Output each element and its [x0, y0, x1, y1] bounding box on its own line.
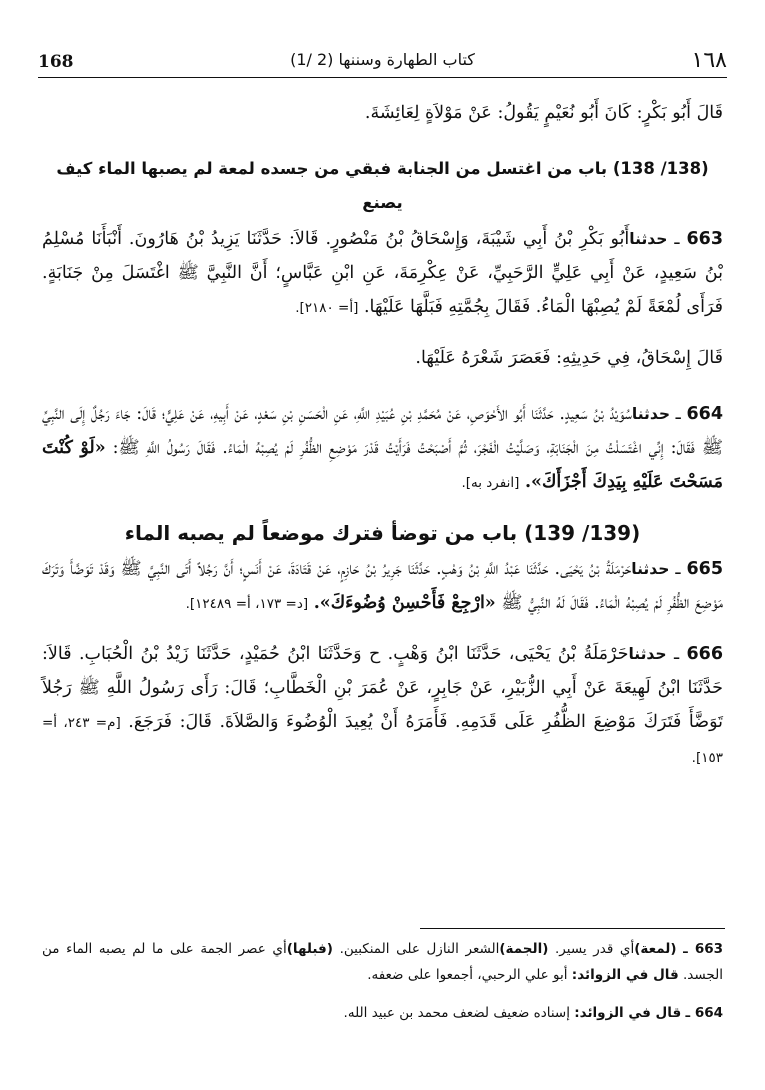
hadith-text: حَرْمَلَةُ بْنُ يَحْيَى، حَدَّثَنَا ابْنُ وَهْبٍ. ح وَحَدَّثَنَا ابْنُ حُمَيْدٍ، حَدَّثَنَا زَيْدُ بْنُ الْحُبَابِ. قَالاَ: حَدَّثَنَا ابْنُ لَهِيعَةَ عَنْ أَبِي الزُّبَيْرِ، عَنْ جَابِرٍ، عَنْ عُمَرَ بْنِ الْخَطَّابِ؛ قَالَ: رَأَى رَسُولُ اللَّهِ ﷺ رَجُلاً تَوَضَّأَ فَتَرَكَ مَوْضِعَ الظُّفُرِ عَلَى قَدَمِهِ. فَأَمَرَهُ أَنْ يُعِيدَ الْوُضُوءَ وَالصَّلاَةَ. قَالَ: فَرَجَعَ.	[42, 644, 723, 732]
hadith-666: 666 ـ حدثناحَرْمَلَةُ بْنُ يَحْيَى، حَدَّثَنَا ابْنُ وَهْبٍ. ح وَحَدَّثَنَا ابْنُ حُمَيْدٍ، حَدَّثَنَا زَيْدُ بْنُ الْحُبَابِ. قَالاَ: حَدَّثَنَا ابْنُ لَهِيعَةَ عَنْ أَبِي الزُّبَيْرِ، عَنْ جَابِرٍ، عَنْ عُمَرَ بْنِ الْخَطَّابِ؛ قَالَ: رَأَى رَسُولُ اللَّهِ ﷺ رَجُلاً تَوَضَّأَ فَتَرَكَ مَوْضِعَ الظُّفُرِ عَلَى قَدَمِهِ. فَأَمَرَهُ أَنْ يُعِيدَ الْوُضُوءَ وَالصَّلاَةَ. قَالَ: فَرَجَعَ. [م= ٢٤٣، أ= ١٥٣].	[42, 644, 723, 766]
footnote-definition: أي قدر يسير.	[555, 941, 635, 957]
prophetic-saying: «لَوْ كُنْتَ مَسَحْتَ عَلَيْهِ بِيَدِكَ أَجْزَأَكَ».	[42, 438, 723, 492]
cross-reference: [د= ١٧٣، أ= ١٢٤٨٩].	[185, 596, 309, 612]
hadith-665: 665 ـ حدثناحَرْمَلَةُ بْنُ يَحْيَى. حَدَّثَنَا عَبْدُ اللَّهِ بْنُ وَهْبٍ. حَدَّثَنَا جَرِيرُ بْنُ حَازِمٍ، عَنْ قَتَادَةَ، عَنْ أَنَسٍ؛ أَنَّ رَجُلاً أَتَى النَّبِيَّ ﷺ وَقَدْ تَوَضَّأَ وَتَرَكَ مَوْضِعَ الظُّفُرِ لَمْ يُصِبْهُ الْمَاءُ. فَقَالَ لَهُ النَّبِيُّ ﷺ «ارْجِعْ فَأَحْسِنْ وُضُوءَكَ». [د= ١٧٣، أ= ١٢٤٨٩].	[42, 559, 723, 613]
zawaid-label: قال في الزوائد:	[571, 967, 679, 983]
chapter-number: (139/ 139)	[524, 521, 641, 545]
footnote-term: (لمعة)	[634, 941, 677, 957]
page-number-arabic: ١٦٨	[691, 48, 727, 73]
footnotes	[42, 936, 723, 1038]
footnote-definition: أي عصر الجمة على ما لم يصبه الماء من الجسد.	[42, 941, 723, 983]
footnote-number: 663 ـ	[683, 941, 723, 957]
haddathana-label: حدثنا	[629, 230, 668, 248]
page-header	[38, 46, 727, 78]
narrator-note-2: قَالَ إِسْحَاقُ، فِي حَدِيثِهِ: فَعَصَرَ شَعْرَهُ عَلَيْهَا.	[415, 348, 723, 368]
hadith-number: 666	[686, 644, 723, 664]
footnote-definition: الشعر النازل على المنكبين.	[339, 941, 500, 957]
footnote-rule	[420, 928, 725, 929]
chapter-heading-139	[42, 516, 723, 550]
cross-reference: [انفرد به].	[461, 475, 520, 491]
zawaid-text: إسناده ضعيف لضعف محمد بن عبيد الله.	[343, 1005, 570, 1021]
haddathana-label: حدثنا	[631, 405, 670, 423]
haddathana-label: حدثنا	[628, 645, 667, 663]
chapter-number: (138/ 138)	[612, 159, 709, 178]
haddathana-label: حدثنا	[631, 560, 670, 578]
hadith-664: 664 ـ حدثناسُوَيْدُ بْنُ سَعِيدٍ. حَدَّثَنَا أَبُو الأَحْوَصِ، عَنْ مُحَمَّدِ بْنِ عُبَيْدِ اللَّهِ، عَنِ الْحَسَنِ بْنِ سَعْدٍ، عَنْ أَبِيهِ، عَنْ عَلِيٍّ؛ قَالَ: جَاءَ رَجُلٌ إِلَى النَّبِيِّ ﷺ فَقَالَ: إِنِّي اغْتَسَلْتُ مِنَ الْجَنَابَةِ، وَصَلَّيْتُ الْفَجْرَ، ثُمَّ أَصْبَحْتُ فَرَأَيْتُ قَدْرَ مَوْضِعِ الظُّفُرِ لَمْ يُصِبْهُ الْمَاءُ. فَقَالَ رَسُولُ اللَّهِ ﷺ: «لَوْ كُنْتَ مَسَحْتَ عَلَيْهِ بِيَدِكَ أَجْزَأَكَ». [انفرد به].	[42, 404, 723, 492]
running-title: (1/ 2) كتاب الطهارة وسننها	[290, 50, 475, 69]
hadith-663: 663 ـ حدثناأَبُو بَكْرِ بْنُ أَبِي شَيْبَةَ، وَإِسْحَاقُ بْنُ مَنْصُورٍ. قَالاَ: حَدَّثَنَا يَزِيدُ بْنُ هَارُونَ. أَنْبَأَنَا مُسْلِمُ بْنُ سَعِيدٍ، عَنْ أَبِي عَلِيٍّ الرَّحَبِيِّ، عَنْ عِكْرِمَةَ، عَنِ ابْنِ عَبَّاسٍ؛ أَنَّ النَّبِيَّ ﷺ اغْتَسَلَ مِنْ جَنَابَةٍ. فَرَأَى لُمْعَةً لَمْ يُصِبْهَا الْمَاءُ. فَقَالَ بِجُمَّتِهِ فَبَلَّهَا عَلَيْهَا. [أ= ٢١٨٠].	[42, 229, 723, 317]
chapter-title: باب من اغتسل من الجنابة فبقي من جسده لمعة لم يصبها الماء كيف يصنع	[56, 159, 608, 212]
hadith-text: سُوَيْدُ بْنُ سَعِيدٍ. حَدَّثَنَا أَبُو الأَحْوَصِ، عَنْ مُحَمَّدِ بْنِ عُبَيْدِ اللَّهِ، عَنِ الْحَسَنِ بْنِ سَعْدٍ، عَنْ أَبِيهِ، عَنْ عَلِيٍّ؛ قَالَ: جَاءَ رَجُلٌ إِلَى النَّبِيِّ ﷺ فَقَالَ: إِنِّي اغْتَسَلْتُ مِنَ الْجَنَابَةِ، وَصَلَّيْتُ الْفَجْرَ، ثُمَّ أَصْبَحْتُ فَرَأَيْتُ قَدْرَ مَوْضِعِ الظُّفُرِ لَمْ يُصِبْهُ الْمَاءُ. فَقَالَ رَسُولُ اللَّهِ ﷺ:	[42, 404, 723, 458]
narrator-note-1: قَالَ أَبُو بَكْرٍ: كَانَ أَبُو نُعَيْمٍ يَقُولُ: عَنْ مَوْلاَةٍ لِعَائِشَةَ.	[364, 103, 723, 123]
cross-reference: [أ= ٢١٨٠].	[295, 300, 359, 316]
prophetic-saying: «ارْجِعْ فَأَحْسِنْ وُضُوءَكَ».	[313, 593, 496, 613]
chapter-heading-138	[42, 152, 723, 220]
hadith-number: 663	[686, 229, 723, 249]
hadith-number: 664	[686, 404, 723, 424]
footnote-664	[42, 1000, 723, 1026]
footnote-term: (فبلها)	[286, 941, 333, 957]
header-rule	[38, 77, 727, 78]
footnote-number: 664 ـ	[685, 1005, 723, 1021]
zawaid-label: قال في الزوائد:	[574, 1005, 682, 1021]
hadith-number: 665	[686, 559, 723, 579]
cross-reference: [م= ٢٤٣، أ= ١٥٣].	[42, 715, 723, 766]
page-number-latin: 168	[38, 52, 74, 72]
zawaid-text: أبو علي الرحبي، أجمعوا على ضعفه.	[367, 967, 568, 983]
chapter-title: باب من توضأ فترك موضعاً لم يصبه الماء	[124, 521, 518, 545]
hadith-text: أَبُو بَكْرِ بْنُ أَبِي شَيْبَةَ، وَإِسْحَاقُ بْنُ مَنْصُورٍ. قَالاَ: حَدَّثَنَا يَزِيدُ بْنُ هَارُونَ. أَنْبَأَنَا مُسْلِمُ بْنُ سَعِيدٍ، عَنْ أَبِي عَلِيٍّ الرَّحَبِيِّ، عَنْ عِكْرِمَةَ، عَنِ ابْنِ عَبَّاسٍ؛ أَنَّ النَّبِيَّ ﷺ اغْتَسَلَ مِنْ جَنَابَةٍ. فَرَأَى لُمْعَةً لَمْ يُصِبْهَا الْمَاءُ. فَقَالَ بِجُمَّتِهِ فَبَلَّهَا عَلَيْهَا.	[42, 229, 723, 317]
hadith-text: حَرْمَلَةُ بْنُ يَحْيَى. حَدَّثَنَا عَبْدُ اللَّهِ بْنُ وَهْبٍ. حَدَّثَنَا جَرِيرُ بْنُ حَازِمٍ، عَنْ قَتَادَةَ، عَنْ أَنَسٍ؛ أَنَّ رَجُلاً أَتَى النَّبِيَّ ﷺ وَقَدْ تَوَضَّأَ وَتَرَكَ مَوْضِعَ الظُّفُرِ لَمْ يُصِبْهُ الْمَاءُ. فَقَالَ لَهُ النَّبِيُّ ﷺ	[42, 559, 723, 613]
main-text	[42, 96, 723, 791]
footnote-term: (الجمة)	[499, 941, 549, 957]
footnote-663	[42, 936, 723, 988]
